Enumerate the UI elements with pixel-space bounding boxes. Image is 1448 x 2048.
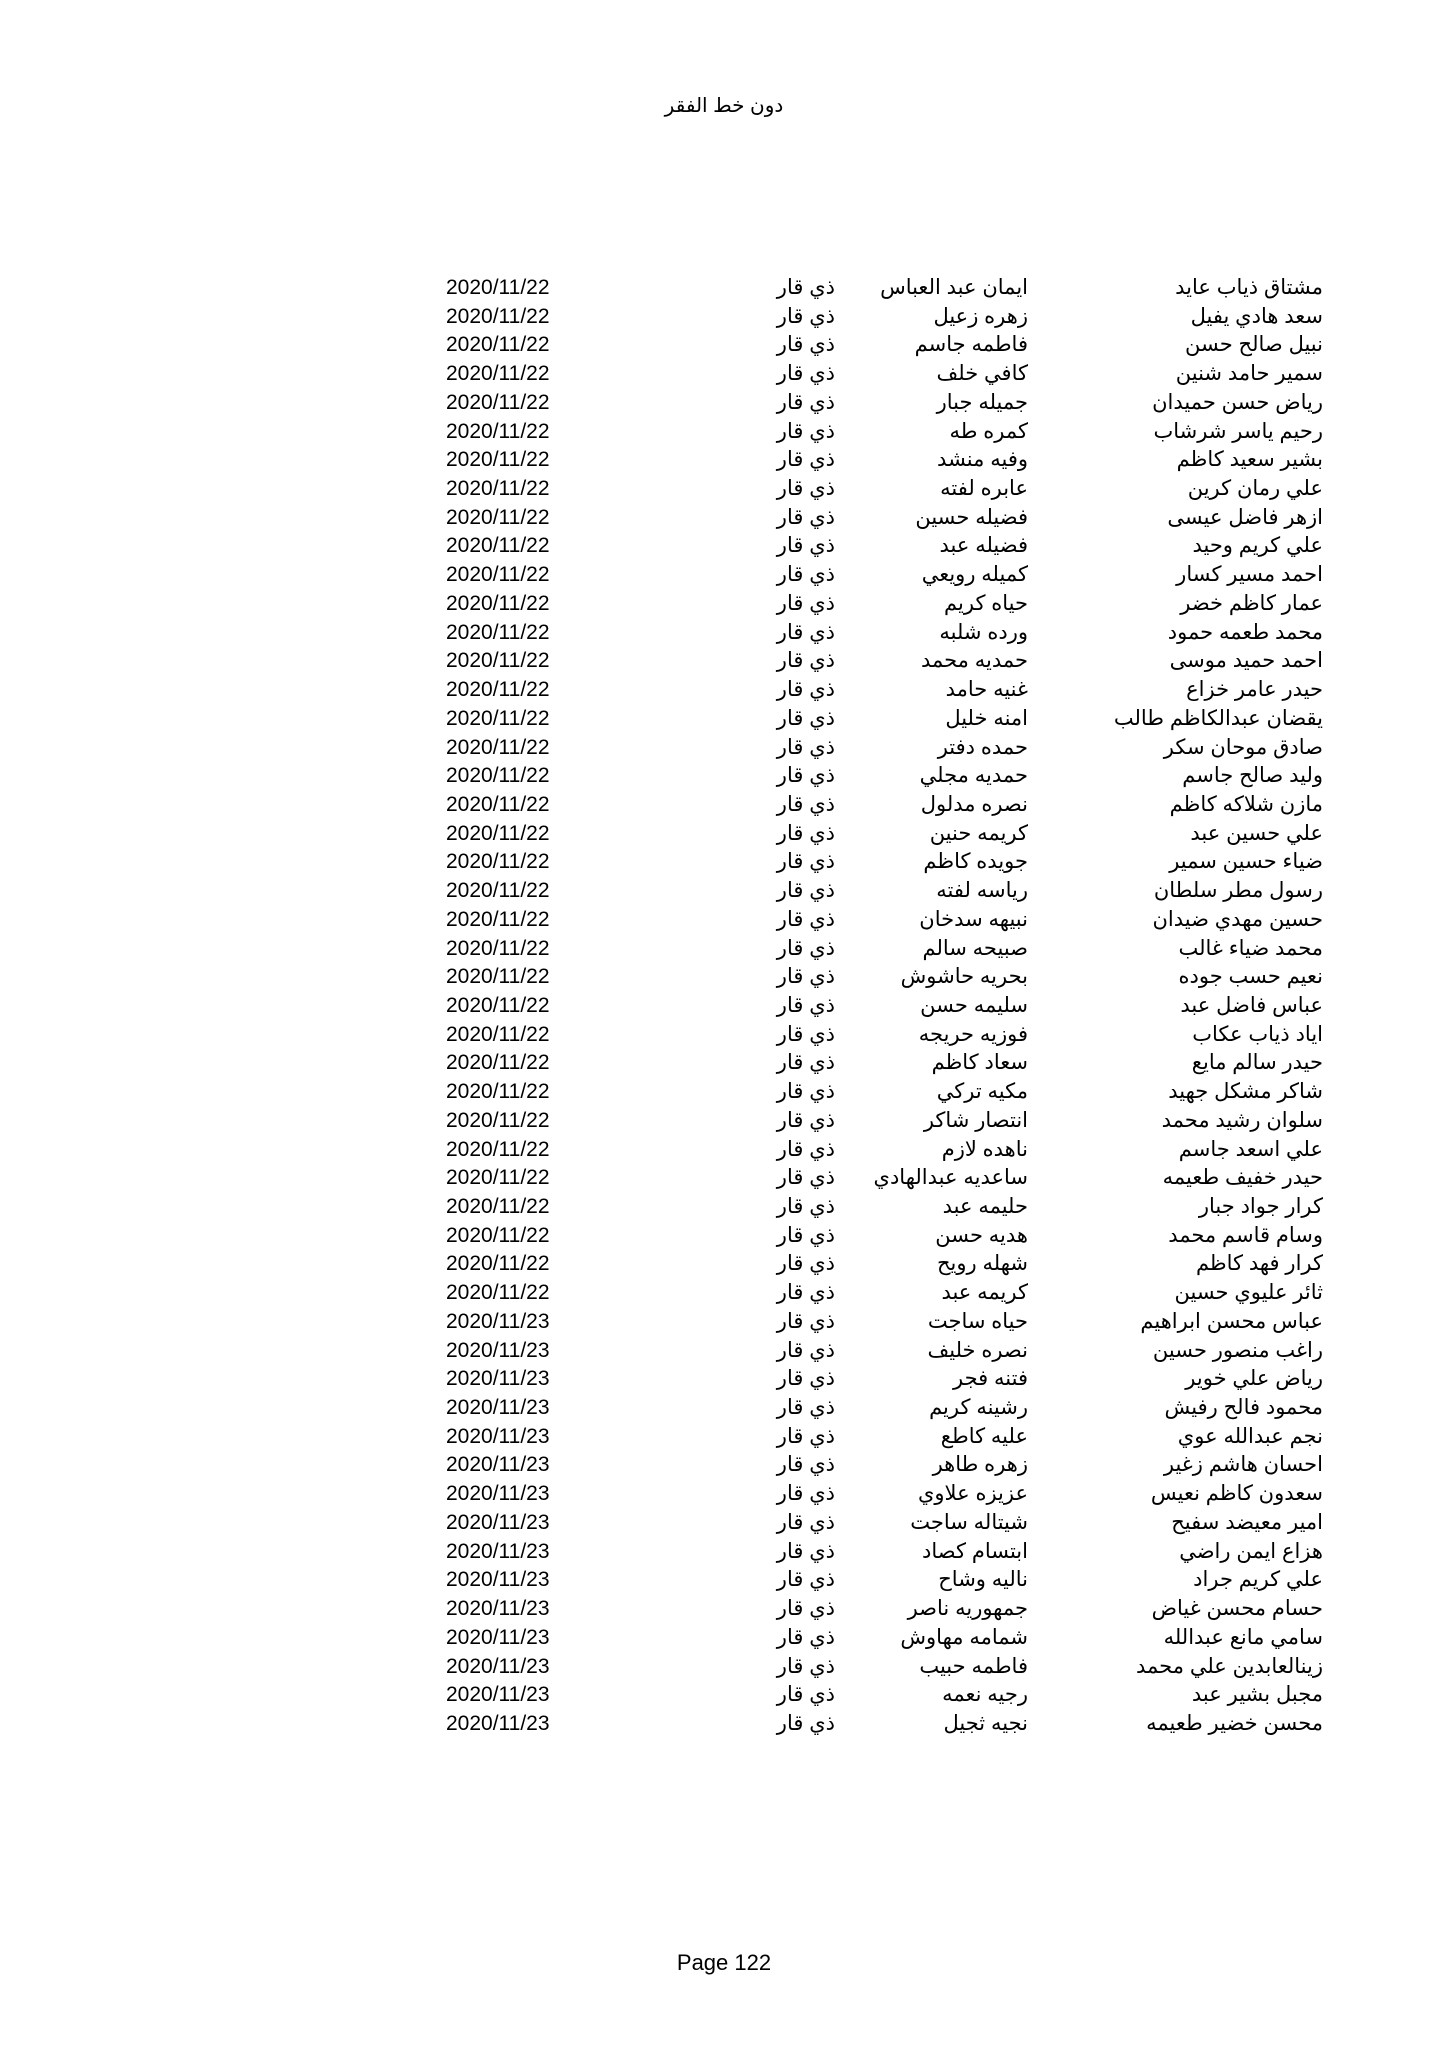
mother-name: فاطمه جاسم <box>914 333 1028 357</box>
person-name: علي كريم جراد <box>1193 1568 1323 1592</box>
mother-name: بحريه حاشوش <box>900 965 1028 989</box>
mother-name: ايمان عبد العباس <box>880 276 1028 299</box>
mother-name: ابتسام كصاد <box>922 1539 1028 1563</box>
mother-name: جويده كاظم <box>923 850 1028 874</box>
mother-name: نبيهه سدخان <box>919 907 1028 931</box>
person-name: رسول مطر سلطان <box>1153 879 1323 903</box>
mother-name: امنه خليل <box>945 706 1028 730</box>
person-name: راغب منصور حسين <box>1152 1338 1323 1362</box>
table-row <box>0 1222 1448 1251</box>
date: 2020/11/23 <box>446 1338 550 1362</box>
province: ذي قار <box>776 563 835 587</box>
person-name: محمد طعمه حمود <box>1167 620 1323 644</box>
mother-name: شهله رويح <box>936 1252 1028 1276</box>
date: 2020/11/23 <box>446 1482 550 1506</box>
date: 2020/11/23 <box>446 1539 550 1563</box>
table-row <box>0 274 1448 303</box>
mother-name: وفيه منشد <box>937 448 1028 472</box>
province: ذي قار <box>776 477 835 501</box>
mother-name: سليمه حسن <box>920 993 1028 1017</box>
province: ذي قار <box>776 879 835 903</box>
table-row <box>0 1566 1448 1595</box>
province: ذي قار <box>776 1625 835 1649</box>
person-name: زينالعابدين علي محمد <box>1136 1654 1323 1678</box>
table-row <box>0 992 1448 1021</box>
province: ذي قار <box>776 1367 835 1391</box>
date: 2020/11/22 <box>446 505 550 529</box>
table-row <box>0 475 1448 504</box>
table-row <box>0 935 1448 964</box>
table-row <box>0 561 1448 590</box>
province: ذي قار <box>776 1453 835 1477</box>
date: 2020/11/22 <box>446 563 550 587</box>
table-row <box>0 1710 1448 1739</box>
table-row <box>0 820 1448 849</box>
table-row <box>0 1509 1448 1538</box>
person-name: رياض علي خوير <box>1185 1367 1323 1391</box>
person-name: امير معيضد سفيح <box>1171 1510 1323 1534</box>
person-name: محسن خضير طعيمه <box>1146 1711 1323 1735</box>
table-row <box>0 647 1448 676</box>
date: 2020/11/22 <box>446 678 550 702</box>
province: ذي قار <box>776 764 835 788</box>
date: 2020/11/22 <box>446 333 550 357</box>
person-name: رحيم ياسر شرشاب <box>1153 419 1323 443</box>
person-name: مجبل بشير عبد <box>1191 1683 1323 1707</box>
mother-name: كافي خلف <box>936 362 1028 386</box>
person-name: هزاع ايمن راضي <box>1179 1539 1323 1563</box>
person-name: سلوان رشيد محمد <box>1161 1108 1323 1132</box>
table-row <box>0 619 1448 648</box>
province: ذي قار <box>776 362 835 386</box>
person-name: علي حسين عبد <box>1190 821 1323 845</box>
province: ذي قار <box>776 304 835 328</box>
date: 2020/11/22 <box>446 706 550 730</box>
mother-name: حمديه محمد <box>920 649 1028 673</box>
mother-name: فضيله حسين <box>915 505 1028 529</box>
person-name: بشير سعيد كاظم <box>1176 448 1323 472</box>
date: 2020/11/22 <box>446 649 550 673</box>
person-name: مازن شلاكه كاظم <box>1169 792 1323 816</box>
person-name: علي رمان كرين <box>1187 477 1323 501</box>
date: 2020/11/23 <box>446 1711 550 1735</box>
person-name: احمد مسير كسار <box>1176 563 1323 587</box>
date: 2020/11/22 <box>446 304 550 328</box>
person-name: احمد حميد موسى <box>1169 649 1323 673</box>
date: 2020/11/22 <box>446 792 550 816</box>
person-name: ثائر عليوي حسين <box>1174 1281 1323 1305</box>
mother-name: حياه كريم <box>944 591 1028 615</box>
province: ذي قار <box>776 1252 835 1276</box>
mother-name: فضيله عبد <box>939 534 1028 558</box>
mother-name: فوزيه حريجه <box>918 1022 1028 1046</box>
table-row <box>0 906 1448 935</box>
date: 2020/11/22 <box>446 477 550 501</box>
date: 2020/11/22 <box>446 1252 550 1276</box>
mother-name: جمهوريه ناصر <box>907 1597 1028 1621</box>
province: ذي قار <box>776 936 835 960</box>
province: ذي قار <box>776 1309 835 1333</box>
province: ذي قار <box>776 1424 835 1448</box>
person-name: نعيم حسب جوده <box>1178 965 1323 989</box>
page-number: Page 122 <box>676 1950 772 1975</box>
date: 2020/11/23 <box>446 1568 550 1592</box>
person-name: عمار كاظم خضر <box>1180 591 1323 615</box>
mother-name: نصره مدلول <box>920 792 1028 816</box>
person-name: نبيل صالح حسن <box>1185 333 1323 357</box>
date: 2020/11/23 <box>446 1367 550 1391</box>
table-row <box>0 762 1448 791</box>
date: 2020/11/23 <box>446 1453 550 1477</box>
date: 2020/11/23 <box>446 1597 550 1621</box>
province: ذي قار <box>776 1510 835 1534</box>
table-row <box>0 1049 1448 1078</box>
table-row <box>0 877 1448 906</box>
date: 2020/11/22 <box>446 907 550 931</box>
date: 2020/11/22 <box>446 965 550 989</box>
table-row <box>0 1078 1448 1107</box>
person-name: عباس فاضل عبد <box>1180 993 1323 1017</box>
person-name: شاكر مشكل جهيد <box>1168 1080 1323 1104</box>
mother-name: رجيه نعمه <box>942 1683 1028 1707</box>
province: ذي قار <box>776 1568 835 1592</box>
date: 2020/11/23 <box>446 1309 550 1333</box>
table-row <box>0 1365 1448 1394</box>
table-row <box>0 1480 1448 1509</box>
mother-name: شيتاله ساجت <box>910 1510 1028 1534</box>
mother-name: كميله رويعي <box>921 563 1028 587</box>
province: ذي قار <box>776 649 835 673</box>
person-name: وليد صالح جاسم <box>1182 764 1323 788</box>
person-name: حيدر عامر خزاع <box>1186 678 1323 702</box>
province: ذي قار <box>776 993 835 1017</box>
person-name: حيدر سالم مايع <box>1191 1051 1323 1075</box>
mother-name: كريمه حنين <box>929 821 1028 845</box>
province: ذي قار <box>776 276 835 299</box>
table-row <box>0 1538 1448 1567</box>
person-name: ضياء حسين سمير <box>1169 850 1323 874</box>
date: 2020/11/22 <box>446 1195 550 1218</box>
table-row <box>0 1107 1448 1136</box>
province: ذي قار <box>776 1223 835 1247</box>
person-name: محمود فالح رفيش <box>1164 1396 1323 1420</box>
page-header: دون خط الفقر <box>664 95 784 117</box>
province: ذي قار <box>776 1137 835 1161</box>
date: 2020/11/22 <box>446 1137 550 1161</box>
table-row <box>0 446 1448 475</box>
mother-name: حليمه عبد <box>942 1195 1028 1218</box>
date: 2020/11/22 <box>446 936 550 960</box>
province: ذي قار <box>776 505 835 529</box>
table-row <box>0 418 1448 447</box>
mother-name: عليه كاطع <box>940 1424 1028 1448</box>
table-row <box>0 504 1448 533</box>
table-row <box>0 360 1448 389</box>
mother-name: رياسه لفته <box>936 879 1028 903</box>
person-name: يقضان عبدالكاظم طالب <box>1113 706 1323 730</box>
date: 2020/11/22 <box>446 1223 550 1247</box>
table-row <box>0 1451 1448 1480</box>
mother-name: كمره طه <box>949 419 1028 443</box>
province: ذي قار <box>776 907 835 931</box>
table-row <box>0 1624 1448 1653</box>
table-row <box>0 1394 1448 1423</box>
table-row <box>0 1021 1448 1050</box>
province: ذي قار <box>776 1051 835 1075</box>
province: ذي قار <box>776 706 835 730</box>
table-row <box>0 1193 1448 1222</box>
province: ذي قار <box>776 1281 835 1305</box>
person-name: سامي مانع عبدالله <box>1163 1625 1323 1649</box>
province: ذي قار <box>776 333 835 357</box>
date: 2020/11/22 <box>446 1108 550 1132</box>
date: 2020/11/23 <box>446 1424 550 1448</box>
person-name: ازهر فاضل عيسى <box>1167 505 1323 529</box>
province: ذي قار <box>776 1654 835 1678</box>
date: 2020/11/22 <box>446 419 550 443</box>
date: 2020/11/22 <box>446 390 550 414</box>
mother-name: هديه حسن <box>935 1223 1028 1247</box>
date: 2020/11/23 <box>446 1683 550 1707</box>
table-row <box>0 1164 1448 1193</box>
table-row <box>0 791 1448 820</box>
province: ذي قار <box>776 678 835 702</box>
province: ذي قار <box>776 1711 835 1735</box>
date: 2020/11/22 <box>446 1281 550 1305</box>
date: 2020/11/22 <box>446 1080 550 1104</box>
person-name: احسان هاشم زغير <box>1163 1453 1323 1477</box>
mother-name: نجيه ثجيل <box>943 1711 1028 1735</box>
province: ذي قار <box>776 1080 835 1104</box>
province: ذي قار <box>776 735 835 759</box>
mother-name: عابره لفته <box>940 477 1028 501</box>
table-row <box>0 590 1448 619</box>
date: 2020/11/22 <box>446 276 550 299</box>
date: 2020/11/22 <box>446 591 550 615</box>
table-row <box>0 1423 1448 1452</box>
mother-name: مكيه تركي <box>936 1080 1028 1104</box>
table-row <box>0 1337 1448 1366</box>
date: 2020/11/22 <box>446 850 550 874</box>
mother-name: زهره زعيل <box>933 304 1028 328</box>
person-name: حسين مهدي ضيدان <box>1152 907 1323 931</box>
province: ذي قار <box>776 1338 835 1362</box>
province: ذي قار <box>776 850 835 874</box>
person-name: سمير حامد شنين <box>1175 362 1323 386</box>
date: 2020/11/22 <box>446 821 550 845</box>
date: 2020/11/22 <box>446 993 550 1017</box>
date: 2020/11/22 <box>446 735 550 759</box>
mother-name: عزيزه علاوي <box>917 1482 1028 1506</box>
date: 2020/11/22 <box>446 534 550 558</box>
province: ذي قار <box>776 620 835 644</box>
date: 2020/11/23 <box>446 1625 550 1649</box>
person-name: صادق موحان سكر <box>1163 735 1323 759</box>
mother-name: حياه ساجت <box>927 1309 1028 1333</box>
mother-name: كريمه عبد <box>941 1281 1028 1305</box>
person-name: حيدر خفيف طعيمه <box>1162 1166 1323 1190</box>
province: ذي قار <box>776 792 835 816</box>
province: ذي قار <box>776 1195 835 1218</box>
date: 2020/11/22 <box>446 1051 550 1075</box>
province: ذي قار <box>776 591 835 615</box>
province: ذي قار <box>776 390 835 414</box>
table-row <box>0 705 1448 734</box>
table-row <box>0 1308 1448 1337</box>
date: 2020/11/22 <box>446 448 550 472</box>
province: ذي قار <box>776 1683 835 1707</box>
date: 2020/11/22 <box>446 1166 550 1190</box>
province: ذي قار <box>776 1396 835 1420</box>
table-row <box>0 1595 1448 1624</box>
person-name: نجم عبدالله عوي <box>1177 1424 1323 1448</box>
person-name: سعدون كاظم نعيس <box>1150 1482 1323 1506</box>
person-name: سعد هادي يفيل <box>1190 304 1323 328</box>
mother-name: صبيحه سالم <box>922 936 1028 960</box>
person-name: مشتاق ذياب عايد <box>1175 276 1323 299</box>
mother-name: فاطمه حبيب <box>919 1654 1028 1678</box>
mother-name: غنيه حامد <box>945 678 1028 702</box>
mother-name: ورده شلبه <box>939 620 1028 644</box>
records-table <box>0 274 1448 1739</box>
table-row <box>0 963 1448 992</box>
table-row <box>0 532 1448 561</box>
province: ذي قار <box>776 1022 835 1046</box>
table-row <box>0 303 1448 332</box>
mother-name: ناليه وشاح <box>938 1568 1028 1592</box>
date: 2020/11/22 <box>446 362 550 386</box>
table-row <box>0 1250 1448 1279</box>
mother-name: سعاد كاظم <box>931 1051 1028 1075</box>
mother-name: انتصار شاكر <box>923 1108 1028 1132</box>
person-name: اياد ذياب عكاب <box>1192 1022 1323 1046</box>
person-name: عباس محسن ابراهيم <box>1140 1309 1323 1333</box>
province: ذي قار <box>776 965 835 989</box>
mother-name: زهره طاهر <box>932 1453 1028 1477</box>
province: ذي قار <box>776 821 835 845</box>
province: ذي قار <box>776 419 835 443</box>
table-row <box>0 676 1448 705</box>
person-name: حسام محسن غياض <box>1151 1597 1323 1621</box>
person-name: علي اسعد جاسم <box>1178 1137 1323 1161</box>
person-name: كرار جواد جبار <box>1198 1195 1323 1218</box>
province: ذي قار <box>776 448 835 472</box>
mother-name: حمديه مجلي <box>919 764 1028 788</box>
person-name: كرار فهد كاظم <box>1195 1252 1323 1276</box>
province: ذي قار <box>776 1108 835 1132</box>
mother-name: ساعديه عبدالهادي <box>873 1166 1028 1190</box>
date: 2020/11/23 <box>446 1654 550 1678</box>
mother-name: فتنه فجر <box>953 1367 1028 1391</box>
table-row <box>0 331 1448 360</box>
province: ذي قار <box>776 1482 835 1506</box>
person-name: وسام قاسم محمد <box>1168 1223 1323 1247</box>
person-name: علي كريم وحيد <box>1192 534 1323 558</box>
date: 2020/11/22 <box>446 1022 550 1046</box>
date: 2020/11/23 <box>446 1396 550 1420</box>
table-row <box>0 1681 1448 1710</box>
mother-name: نصره خليف <box>927 1338 1028 1362</box>
table-row <box>0 389 1448 418</box>
date: 2020/11/22 <box>446 620 550 644</box>
mother-name: شمامه مهاوش <box>900 1625 1028 1649</box>
mother-name: جميله جبار <box>936 390 1028 414</box>
province: ذي قار <box>776 534 835 558</box>
date: 2020/11/22 <box>446 764 550 788</box>
date: 2020/11/22 <box>446 879 550 903</box>
province: ذي قار <box>776 1166 835 1190</box>
date: 2020/11/23 <box>446 1510 550 1534</box>
mother-name: حمده دفتر <box>937 735 1028 759</box>
mother-name: ناهده لازم <box>941 1137 1028 1161</box>
person-name: محمد ضياء غالب <box>1178 936 1323 960</box>
mother-name: رشينه كريم <box>929 1396 1028 1420</box>
table-row <box>0 734 1448 763</box>
province: ذي قار <box>776 1539 835 1563</box>
person-name: رياض حسن حميدان <box>1152 390 1323 414</box>
table-row <box>0 1653 1448 1682</box>
province: ذي قار <box>776 1597 835 1621</box>
table-row <box>0 1279 1448 1308</box>
table-row <box>0 848 1448 877</box>
table-row <box>0 1136 1448 1165</box>
